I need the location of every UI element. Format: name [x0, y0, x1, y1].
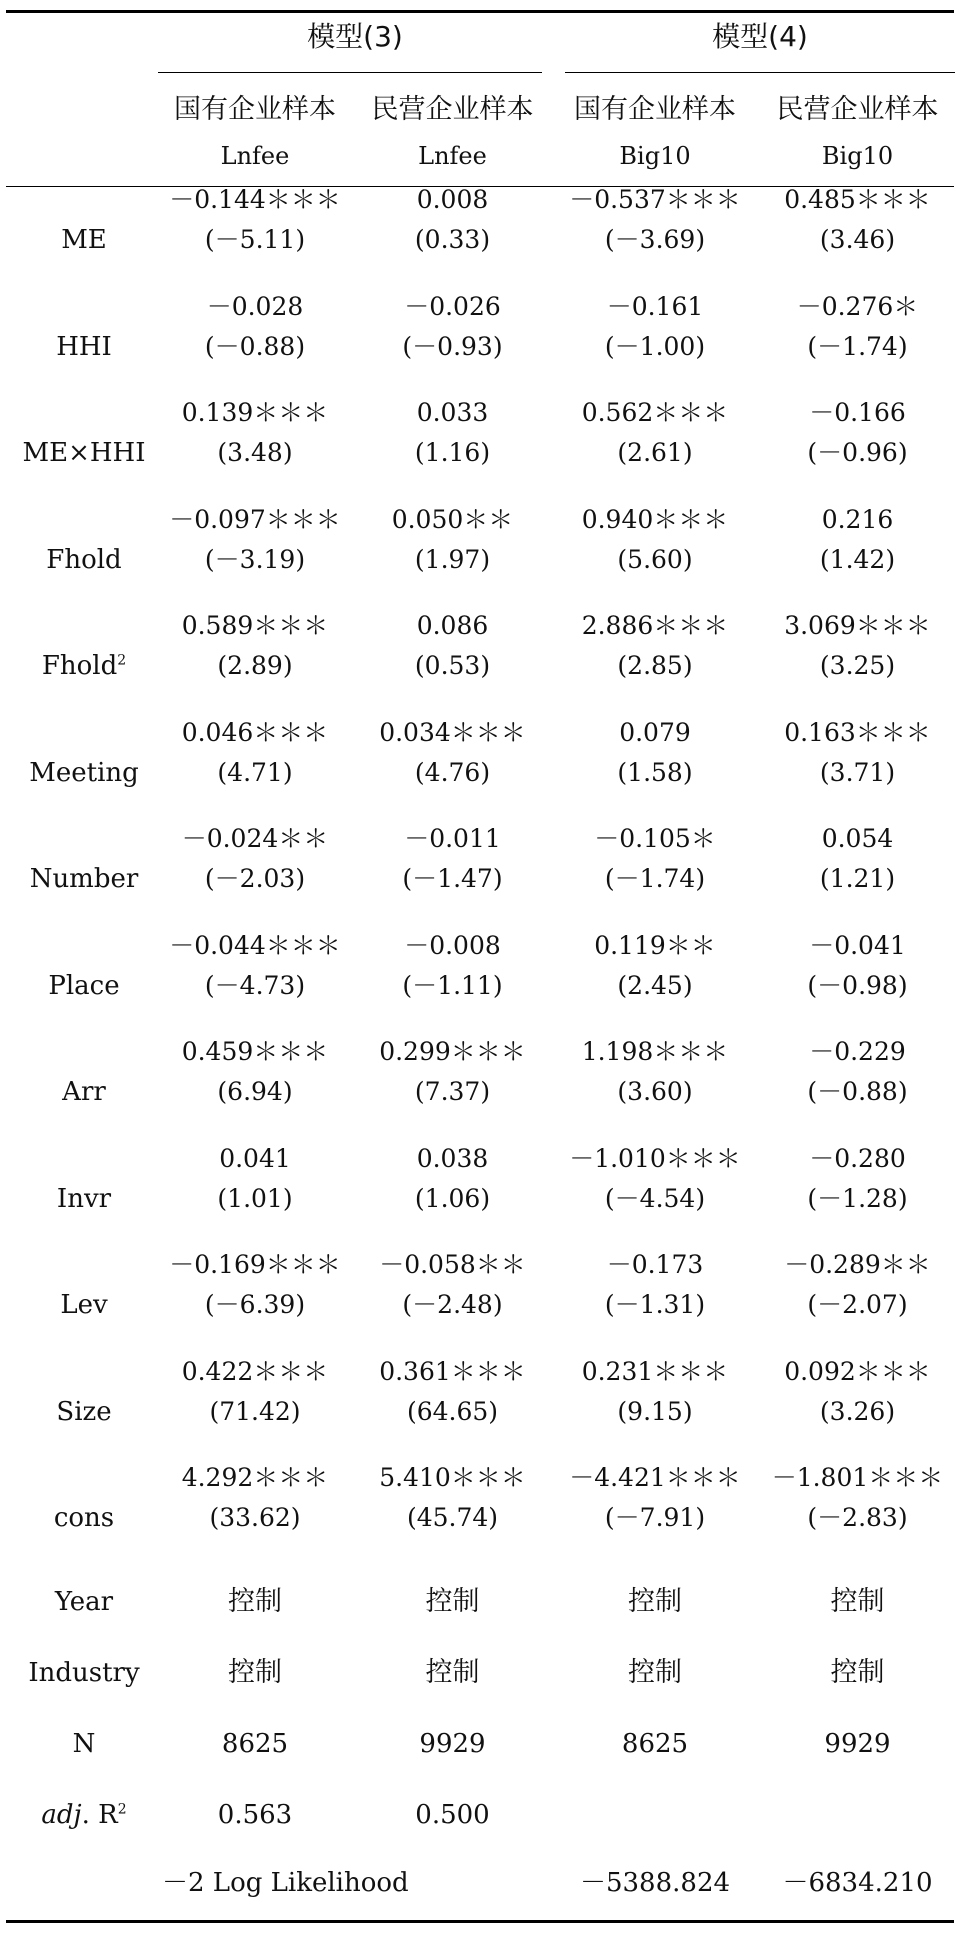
t-stat-cell: (4.71) [217, 757, 293, 787]
coef-cell: 4.292＊＊＊ [181, 1463, 329, 1492]
dependent-var-4: Big10 [821, 142, 894, 170]
t-stat-cell: (5.60) [617, 544, 693, 574]
coef-cell: 0.008 [416, 185, 489, 214]
row-label: Place [48, 970, 120, 1001]
t-stat-cell: (3.60) [617, 1077, 693, 1106]
t-stat-cell: (－2.07) [807, 1290, 908, 1319]
coef-cell: －0.289＊＊ [784, 1250, 931, 1279]
t-stat-cell: (－4.54) [604, 1183, 706, 1213]
coef-cell: －0.169＊＊＊ [169, 1250, 341, 1279]
coef-cell: 0.589＊＊＊ [181, 611, 329, 640]
t-stat-cell: (71.42) [209, 1396, 301, 1426]
t-stat-cell: (－0.88) [807, 1077, 908, 1106]
row-label: N [72, 1729, 96, 1759]
t-stat-cell: (－1.31) [604, 1290, 706, 1319]
row-label: Fhold$^2$ [41, 651, 127, 681]
control-cell: 控制 [228, 1586, 282, 1617]
table-bottom-rule [6, 1920, 954, 1923]
adj-r2-label: adj. $R^2$ [41, 1800, 127, 1830]
t-stat-cell: (－7.91) [604, 1503, 706, 1532]
control-cell: 控制 [830, 1657, 885, 1688]
t-stat-cell: (1.06) [414, 1183, 491, 1213]
coef-cell: 0.361＊＊＊ [379, 1356, 526, 1386]
coef-cell: 0.038 [416, 1143, 489, 1173]
coef-cell: 0.079 [619, 717, 691, 747]
dependent-var-3: Big10 [619, 142, 691, 170]
n-cell: 9929 [824, 1729, 891, 1759]
t-stat-cell: (3.25) [819, 651, 896, 680]
t-stat-cell: (1.97) [414, 544, 491, 574]
coef-cell: －0.537＊＊＊ [569, 185, 741, 214]
row-label: Fhold [46, 544, 122, 575]
t-stat-cell: (－1.47) [402, 864, 503, 893]
coef-cell: －0.161 [606, 291, 704, 321]
model-4-header: 模型(4) [712, 20, 808, 53]
coef-cell: －0.097＊＊＊ [169, 504, 341, 534]
coef-cell: 0.422＊＊＊ [181, 1356, 329, 1386]
control-cell: 控制 [830, 1586, 885, 1617]
dependent-var-1: Lnfee [220, 142, 290, 170]
t-stat-cell: (6.94) [217, 1077, 293, 1106]
coef-cell: 2.886＊＊＊ [581, 611, 729, 640]
coef-cell: 0.299＊＊＊ [379, 1037, 526, 1066]
coef-cell: －0.028 [206, 291, 304, 321]
row-label: Size [56, 1396, 112, 1427]
t-stat-cell: (2.45) [617, 970, 693, 1000]
model-3-header: 模型(3) [307, 20, 403, 53]
coef-cell: －1.801＊＊＊ [771, 1463, 944, 1492]
t-stat-cell: (－1.74) [604, 864, 706, 893]
t-stat-cell: (1.21) [819, 864, 896, 893]
control-cell: 控制 [628, 1586, 682, 1617]
coef-cell: 0.086 [416, 611, 489, 640]
sample-header-2: 民营企业样本 [371, 94, 534, 125]
t-stat-cell: (0.53) [414, 651, 491, 680]
coef-cell: 0.033 [416, 398, 489, 427]
loglik-cell: －6834.210 [782, 1868, 933, 1898]
n-cell: 8625 [621, 1729, 689, 1759]
coef-cell: 0.231＊＊＊ [581, 1356, 729, 1386]
sample-header-4: 民营企业样本 [776, 94, 939, 125]
coef-cell: －0.276＊ [796, 291, 919, 321]
n-cell: 8625 [221, 1729, 289, 1759]
t-stat-cell: (3.26) [819, 1396, 896, 1426]
coef-cell: －0.026 [404, 291, 501, 321]
coef-cell: 0.034＊＊＊ [379, 717, 526, 747]
row-label: cons [53, 1503, 115, 1533]
coef-cell: －0.280 [809, 1143, 906, 1173]
row-label: Industry [28, 1658, 140, 1688]
t-stat-cell: (9.15) [617, 1396, 693, 1426]
t-stat-cell: (7.37) [414, 1077, 491, 1106]
coef-cell: 3.069＊＊＊ [784, 611, 931, 640]
t-stat-cell: (－1.00) [604, 331, 706, 361]
coef-cell: 0.163＊＊＊ [784, 717, 931, 747]
t-stat-cell: (64.65) [406, 1396, 499, 1426]
t-stat-cell: (3.48) [217, 438, 293, 467]
t-stat-cell: (－5.11) [204, 225, 306, 254]
coef-cell: －0.044＊＊＊ [169, 930, 341, 960]
coef-cell: －0.144＊＊＊ [169, 185, 341, 214]
row-label: Year [54, 1587, 114, 1617]
control-cell: 控制 [628, 1657, 682, 1688]
coef-cell: 0.216 [821, 504, 894, 534]
t-stat-cell: (45.74) [406, 1503, 499, 1532]
t-stat-cell: (1.16) [414, 438, 491, 467]
t-stat-cell: (－3.19) [204, 544, 306, 574]
t-stat-cell: (－1.28) [807, 1183, 908, 1213]
coef-cell: 0.046＊＊＊ [181, 717, 329, 747]
coef-cell: －0.229 [809, 1037, 906, 1066]
coef-cell: 0.459＊＊＊ [181, 1037, 329, 1066]
coef-cell: 0.050＊＊ [391, 504, 514, 534]
t-stat-cell: (－2.83) [807, 1503, 908, 1532]
row-label: HHI [56, 331, 112, 362]
row-label: Invr [56, 1183, 112, 1214]
row-label: Meeting [29, 757, 139, 788]
row-label: ME×HHI [22, 438, 146, 468]
coef-cell: 0.940＊＊＊ [581, 504, 729, 534]
adj-r2-cell: 0.563 [217, 1800, 293, 1830]
t-stat-cell: (－2.48) [402, 1290, 503, 1319]
coef-cell: 1.198＊＊＊ [581, 1037, 729, 1066]
t-stat-cell: (2.85) [617, 651, 693, 680]
loglik-cell: －5388.824 [579, 1868, 731, 1898]
row-label: ME [61, 225, 107, 255]
t-stat-cell: (－0.98) [807, 970, 908, 1000]
t-stat-cell: (3.71) [819, 757, 896, 787]
coef-cell: 0.562＊＊＊ [581, 398, 729, 427]
t-stat-cell: (－0.93) [402, 331, 503, 361]
coef-cell: 0.054 [821, 824, 894, 853]
coef-cell: 0.092＊＊＊ [784, 1356, 931, 1386]
row-label: Arr [62, 1077, 106, 1107]
coef-cell: －0.041 [809, 930, 906, 960]
coef-cell: －0.173 [606, 1250, 704, 1279]
t-stat-cell: (2.89) [217, 651, 293, 680]
t-stat-cell: (0.33) [414, 225, 491, 254]
t-stat-cell: (4.76) [414, 757, 491, 787]
coef-cell: －0.011 [404, 824, 501, 853]
sample-header-1: 国有企业样本 [174, 94, 336, 125]
t-stat-cell: (1.01) [217, 1183, 293, 1213]
t-stat-cell: (－2.03) [204, 864, 306, 893]
t-stat-cell: (1.58) [617, 757, 693, 787]
loglik-label: －2 Log Likelihood [162, 1868, 409, 1898]
t-stat-cell: (－4.73) [204, 970, 306, 1000]
coef-cell: －0.105＊ [594, 824, 716, 853]
coef-cell: 5.410＊＊＊ [379, 1463, 526, 1492]
coef-cell: －0.166 [809, 398, 906, 427]
coef-cell: －0.058＊＊ [379, 1250, 526, 1279]
coef-cell: －1.010＊＊＊ [569, 1143, 741, 1173]
t-stat-cell: (－1.11) [402, 970, 503, 1000]
model-3-underline [158, 72, 542, 73]
row-label: Number [29, 864, 139, 894]
coef-cell: 0.119＊＊ [594, 930, 716, 960]
dependent-var-2: Lnfee [418, 142, 487, 170]
model-4-underline [565, 72, 955, 73]
t-stat-cell: (33.62) [209, 1503, 301, 1532]
control-cell: 控制 [425, 1586, 480, 1617]
table-top-rule [6, 10, 954, 13]
coef-cell: 0.485＊＊＊ [784, 185, 931, 214]
coef-cell: 0.139＊＊＊ [181, 398, 329, 427]
coef-cell: －0.024＊＊ [181, 824, 329, 853]
coef-cell: －0.008 [404, 930, 501, 960]
t-stat-cell: (－6.39) [204, 1290, 306, 1319]
coef-cell: 0.041 [219, 1143, 291, 1173]
row-label: Lev [60, 1290, 108, 1320]
control-cell: 控制 [425, 1657, 480, 1688]
n-cell: 9929 [419, 1729, 486, 1759]
t-stat-cell: (－1.74) [807, 331, 908, 361]
t-stat-cell: (－3.69) [604, 225, 706, 254]
control-cell: 控制 [228, 1657, 282, 1688]
t-stat-cell: (－0.96) [807, 438, 908, 467]
adj-r2-cell: 0.500 [415, 1800, 490, 1830]
t-stat-cell: (1.42) [819, 544, 896, 574]
t-stat-cell: (－0.88) [204, 331, 306, 361]
t-stat-cell: (2.61) [617, 438, 693, 467]
coef-cell: －4.421＊＊＊ [569, 1463, 741, 1492]
t-stat-cell: (3.46) [819, 225, 896, 254]
sample-header-3: 国有企业样本 [574, 94, 736, 125]
